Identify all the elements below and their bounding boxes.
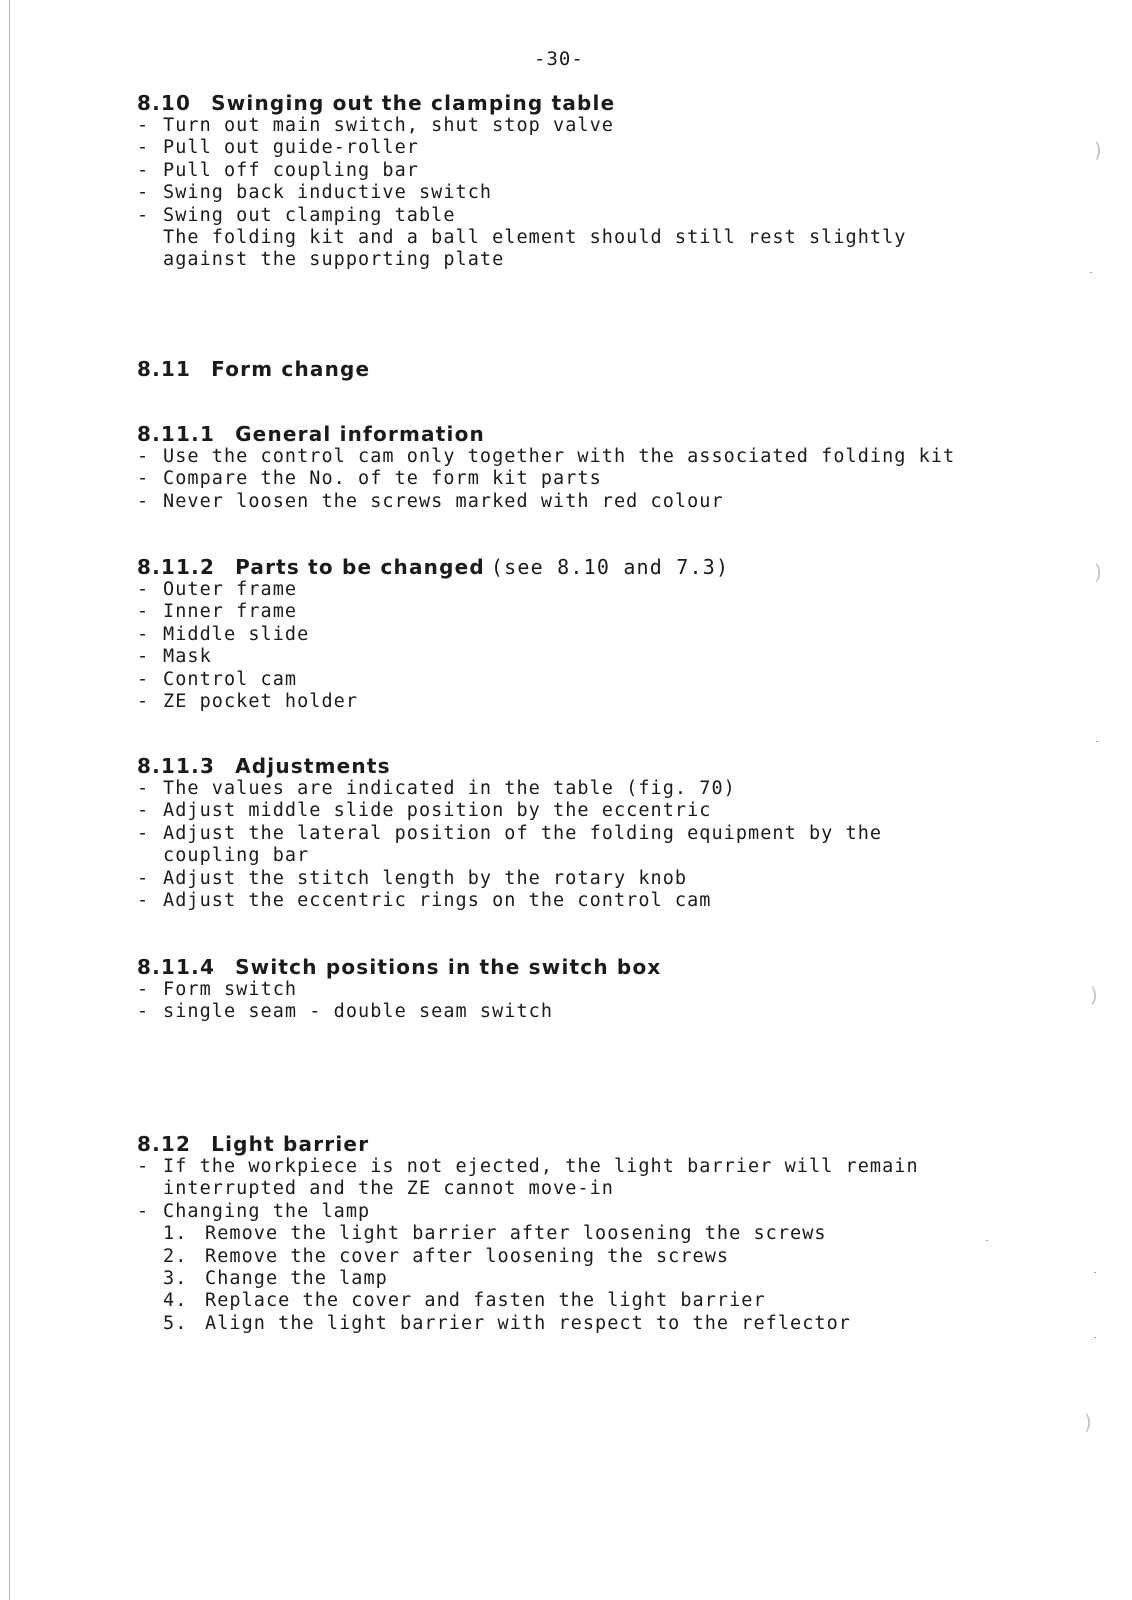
step-number: 4. [163, 1290, 188, 1312]
list-item [137, 601, 1037, 623]
list-item [137, 468, 1037, 490]
section-title: General information [235, 422, 485, 446]
bullet-dash: - [137, 889, 150, 911]
step-number: 3. [163, 1267, 188, 1289]
bullet-dash: - [137, 623, 150, 645]
bullet-dash: - [137, 778, 150, 799]
numbered-step [137, 1290, 1037, 1312]
section-heading [137, 755, 1037, 778]
section-title: Light barrier [211, 1132, 370, 1156]
line-text: Never loosen the screws marked with red colour [163, 490, 724, 512]
bullet-dash: - [137, 204, 150, 226]
line-text: Adjust the lateral position of the folding equipment by the [163, 822, 883, 844]
line-text: Remove the light barrier after loosening the screws [205, 1223, 827, 1245]
line-text: Swing back inductive switch [163, 182, 493, 204]
line-text: coupling bar [163, 845, 310, 867]
bullet-dash: - [137, 1156, 150, 1177]
list-item [137, 137, 1037, 159]
list-item-continuation [137, 845, 1037, 867]
section-8-11-1 [137, 423, 1037, 513]
line-text: Change the lamp [205, 1267, 388, 1289]
section-reference: (see 8.10 and 7.3) [490, 555, 730, 579]
line-text: Align the light barrier with respect to the reflector [205, 1312, 851, 1334]
step-number: 5. [163, 1312, 188, 1334]
section-number: 8.11 [137, 357, 192, 381]
section-number: 8.11.4 [137, 955, 216, 979]
list-item [137, 1156, 1037, 1178]
bullet-dash: - [137, 1001, 150, 1023]
page-edge-line [9, 0, 10, 1600]
margin-mark: ) [1084, 1410, 1092, 1434]
list-item [137, 778, 1037, 800]
line-text: interrupted and the ZE cannot move-in [163, 1178, 614, 1200]
list-item [137, 491, 1037, 513]
section-8-11 [137, 358, 1037, 381]
bullet-dash: - [137, 867, 150, 889]
line-text: Mask [163, 646, 212, 668]
section-number: 8.12 [137, 1132, 192, 1156]
line-text: against the supporting plate [163, 249, 505, 271]
list-item [137, 160, 1037, 182]
section-heading [137, 556, 1037, 579]
list-item [137, 446, 1037, 468]
page-number: -30- [534, 48, 584, 70]
line-text: If the workpiece is not ejected, the light barrier will remain [163, 1156, 919, 1177]
line-text: Middle slide [163, 623, 310, 645]
list-item [137, 979, 1037, 1001]
section-number: 8.11.1 [137, 422, 216, 446]
list-item [137, 646, 1037, 668]
bullet-dash: - [137, 468, 150, 490]
bullet-dash: - [137, 159, 150, 181]
line-text: Control cam [163, 668, 298, 690]
list-item [137, 669, 1037, 691]
bullet-dash: - [137, 601, 150, 623]
bullet-dash: - [137, 646, 150, 668]
numbered-step [137, 1223, 1037, 1245]
line-text: The folding kit and a ball element should still rest slightly [163, 226, 907, 248]
step-number: 2. [163, 1245, 188, 1267]
bullet-dash: - [137, 800, 150, 822]
line-text: Replace the cover and fasten the light barrier [205, 1290, 766, 1312]
list-item [137, 624, 1037, 646]
list-item [137, 115, 1037, 137]
section-heading [137, 956, 1037, 979]
line-text: Form switch [163, 979, 298, 1000]
step-number: 1. [163, 1223, 188, 1245]
section-title: Form change [211, 357, 371, 381]
line-text: Swing out clamping table [163, 204, 456, 226]
section-heading [137, 423, 1037, 446]
section-heading [137, 1133, 1037, 1156]
section-8-10 [137, 92, 1037, 272]
line-text: ZE pocket holder [163, 690, 359, 712]
bullet-dash: - [137, 446, 150, 467]
section-8-11-2 [137, 556, 1037, 713]
line-text: Pull off coupling bar [163, 159, 419, 181]
list-item [137, 1201, 1037, 1223]
list-item-continuation [137, 227, 1037, 249]
list-item [137, 800, 1037, 822]
bullet-dash: - [137, 822, 150, 844]
section-8-11-4 [137, 956, 1037, 1024]
section-number: 8.11.3 [137, 754, 216, 778]
section-title: Parts to be changed [235, 555, 485, 579]
bullet-dash: - [137, 1200, 150, 1222]
line-text: The values are indicated in the table (fig. 70) [163, 778, 736, 799]
bullet-dash: - [137, 690, 150, 712]
bullet-dash: - [137, 579, 150, 600]
bullet-dash: - [137, 668, 150, 690]
line-text: Changing the lamp [163, 1200, 371, 1222]
section-title: Adjustments [235, 754, 391, 778]
list-item [137, 205, 1037, 227]
section-heading [137, 358, 1037, 381]
line-text: Turn out main switch, shut stop valve [163, 115, 614, 136]
list-item [137, 691, 1037, 713]
list-item-continuation [137, 1178, 1037, 1200]
margin-mark: ) [1094, 560, 1102, 584]
bullet-dash: - [137, 182, 150, 204]
section-number: 8.10 [137, 91, 192, 115]
line-text: Adjust middle slide position by the eccentric [163, 800, 712, 822]
list-item [137, 868, 1037, 890]
section-heading [137, 92, 1037, 115]
list-item [137, 1001, 1037, 1023]
section-8-11-3 [137, 755, 1037, 912]
section-title: Switch positions in the switch box [235, 955, 662, 979]
line-text: Pull out guide-roller [163, 137, 419, 159]
line-text: Outer frame [163, 579, 298, 600]
section-title: Swinging out the clamping table [211, 91, 616, 115]
bullet-dash: - [137, 979, 150, 1000]
list-item [137, 890, 1037, 912]
bullet-dash: - [137, 490, 150, 512]
line-text: Inner frame [163, 601, 298, 623]
bullet-dash: - [137, 137, 150, 159]
list-item [137, 182, 1037, 204]
list-item-continuation [137, 249, 1037, 271]
line-text: Use the control cam only together with the associated folding kit [163, 446, 956, 467]
list-item [137, 823, 1037, 845]
margin-mark: ) [1094, 138, 1102, 162]
margin-mark: ) [1090, 983, 1098, 1007]
bullet-dash: - [137, 115, 150, 136]
numbered-step [137, 1246, 1037, 1268]
numbered-step [137, 1268, 1037, 1290]
line-text: Remove the cover after loosening the screws [205, 1245, 730, 1267]
line-text: Adjust the eccentric rings on the control cam [163, 889, 712, 911]
numbered-step [137, 1313, 1037, 1335]
section-8-12 [137, 1133, 1037, 1335]
line-text: single seam - double seam switch [163, 1001, 554, 1023]
line-text: Adjust the stitch length by the rotary knob [163, 867, 688, 889]
section-number: 8.11.2 [137, 555, 216, 579]
list-item [137, 579, 1037, 601]
line-text: Compare the No. of te form kit parts [163, 468, 602, 490]
